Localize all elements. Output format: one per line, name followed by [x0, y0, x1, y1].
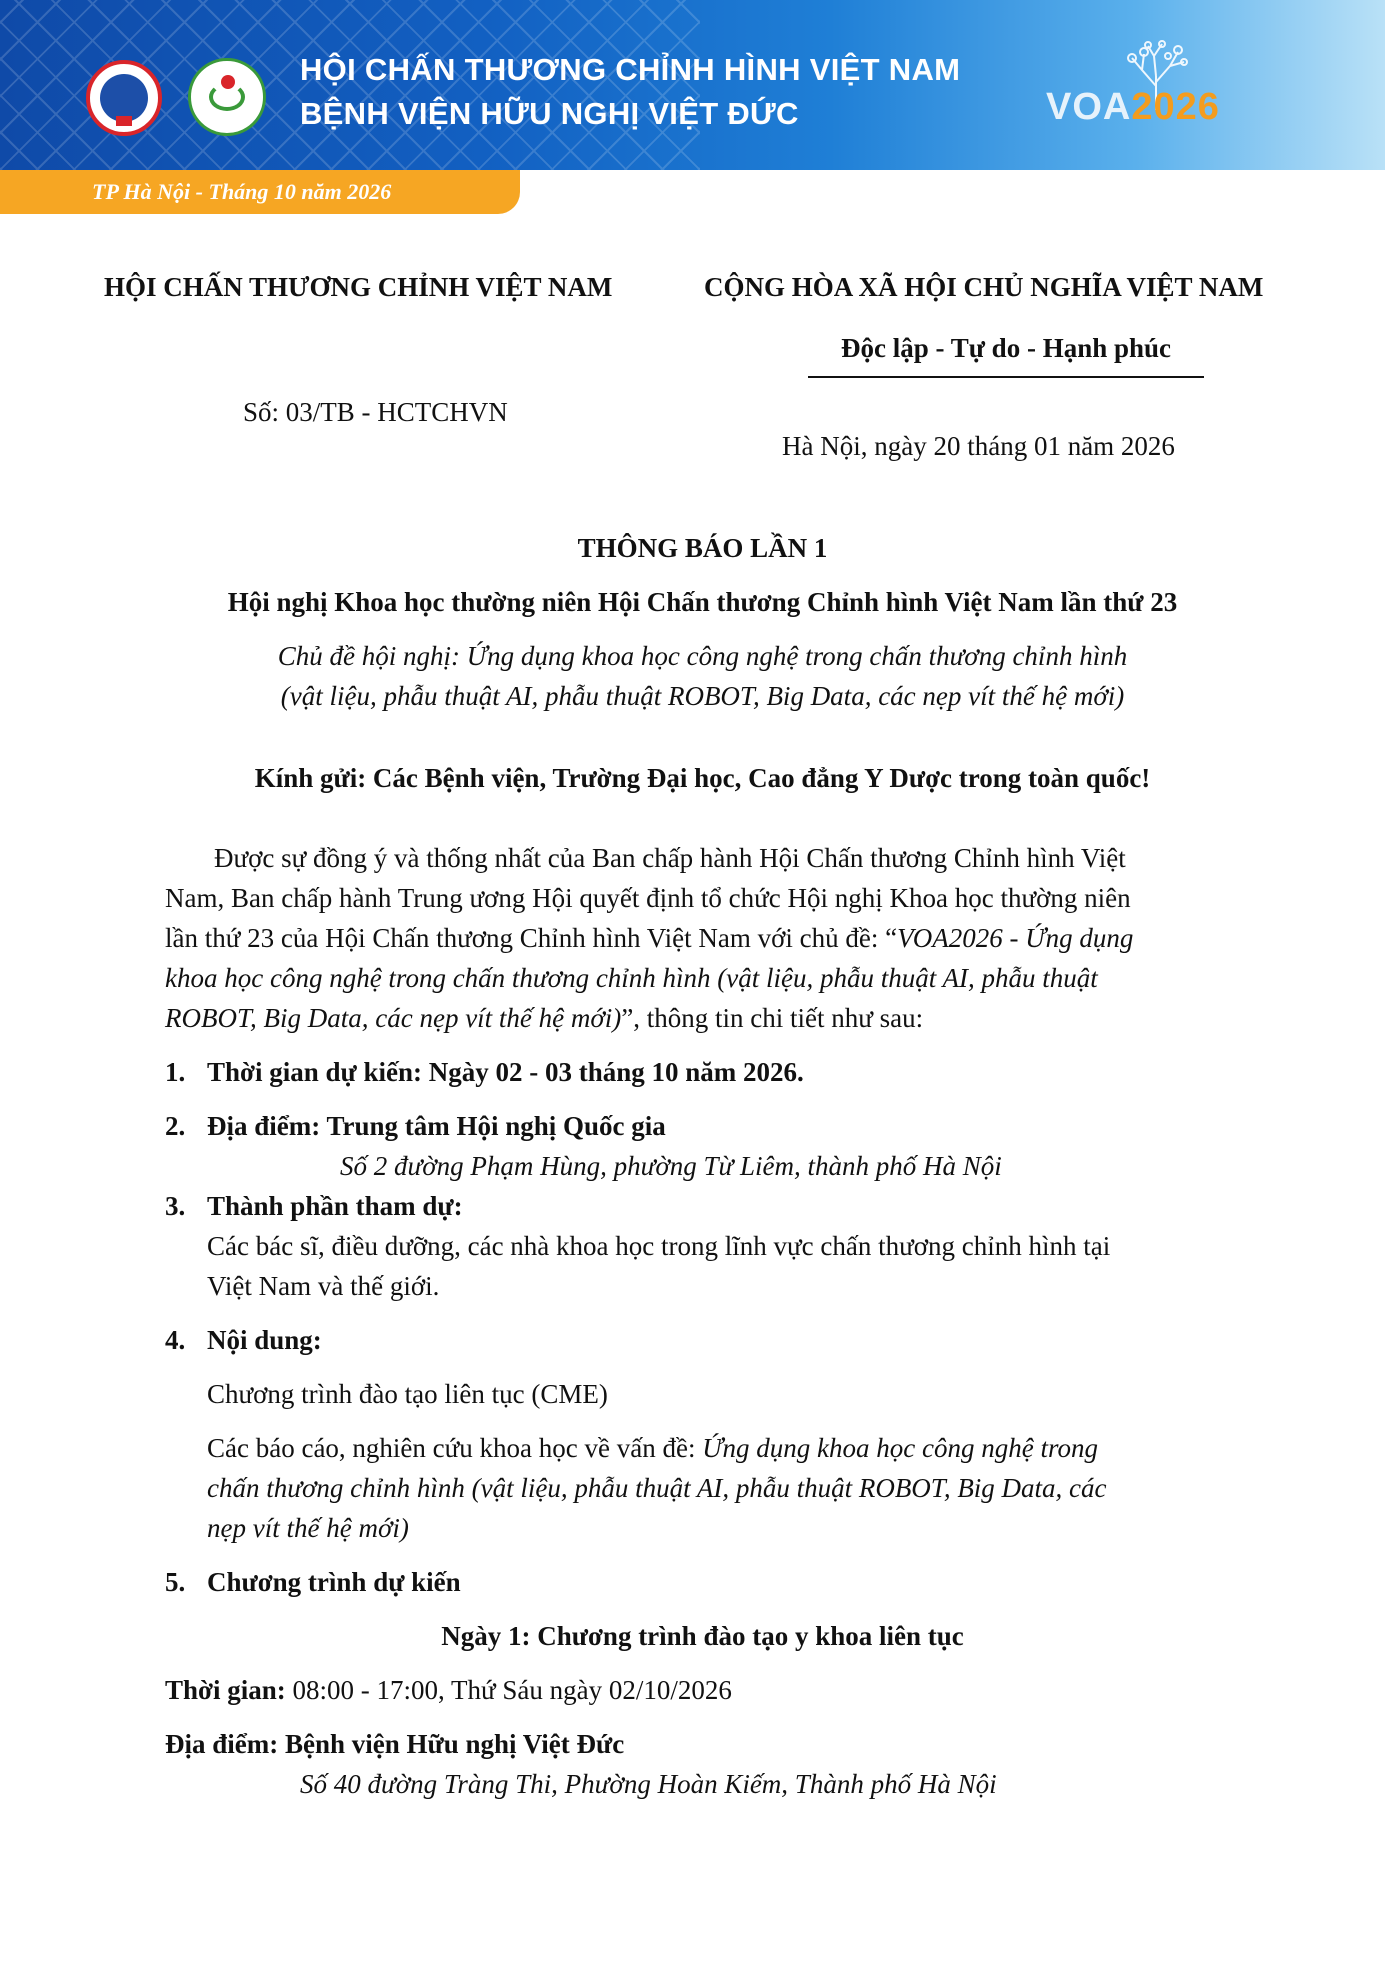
- day1-venue-value: : Bệnh viện Hữu nghị Việt Đức: [269, 1729, 625, 1759]
- theme-line-1: Chủ đề hội nghị: Ứng dụng khoa học công nghệ trong chấn thương chỉnh hình: [277, 641, 1128, 671]
- day1-venue: [165, 1728, 624, 1760]
- day1-venue-address: Số 40 đường Tràng Thi, Phường Hoàn Kiếm, Thành phố Hà Nội: [300, 1769, 997, 1799]
- hospital-logo-icon: [188, 58, 266, 136]
- day1-time-label: Thời gian:: [165, 1675, 286, 1705]
- intro-line-3-text: lần thứ 23 của Hội Chấn thương Chỉnh hình Việt Nam với chủ đề: “: [165, 923, 898, 953]
- item-2-number: 2.: [165, 1111, 186, 1141]
- banner-org-line2: BỆNH VIỆN HỮU NGHỊ VIỆT ĐỨC: [300, 96, 799, 131]
- intro-line-3-theme: VOA2026 - Ứng dụng: [897, 923, 1134, 953]
- item-2: [165, 1110, 666, 1142]
- item-1-text: Thời gian dự kiến: Ngày 02 - 03 tháng 10 năm 2026.: [207, 1057, 804, 1087]
- intro-line-5-theme: ROBOT, Big Data, các nẹp vít thế hệ mới): [165, 1003, 622, 1033]
- item-4-reports-line-1: [207, 1432, 1098, 1464]
- conference-banner: [0, 0, 1385, 170]
- day1-venue-label: Địa điểm: [165, 1729, 270, 1759]
- item-4-reports-line-2: chấn thương chỉnh hình (vật liệu, phẫu thuật AI, phẫu thuật ROBOT, Big Data, các: [207, 1473, 1107, 1503]
- item-1-number: 1.: [165, 1057, 186, 1087]
- intro-line-3: [165, 922, 1133, 954]
- association-logo-icon: [86, 60, 162, 136]
- item-4-cme: Chương trình đào tạo liên tục (CME): [207, 1379, 608, 1409]
- item-5: [165, 1566, 461, 1598]
- document-number: Số: 03/TB - HCTCHVN: [243, 397, 508, 427]
- voa-logo-text: VOA: [1046, 86, 1132, 128]
- item-2-address: Số 2 đường Phạm Hùng, phường Từ Liêm, thành phố Hà Nội: [340, 1151, 1002, 1181]
- item-5-number: 5.: [165, 1567, 186, 1597]
- banner-subtitle: TP Hà Nội - Tháng 10 năm 2026: [92, 179, 392, 204]
- intro-line-4: khoa học công nghệ trong chấn thương chỉnh hình (vật liệu, phẫu thuật AI, phẫu thuật: [165, 963, 1098, 993]
- day1-time-value: 08:00 - 17:00, Thứ Sáu ngày 02/10/2026: [285, 1675, 732, 1705]
- intro-line-1: Được sự đồng ý và thống nhất của Ban chấp hành Hội Chấn thương Chỉnh hình Việt: [214, 843, 1126, 873]
- banner-subtitle-bar: [0, 170, 520, 214]
- item-3-number: 3.: [165, 1191, 186, 1221]
- item-4-reports-line-3: nẹp vít thế hệ mới): [207, 1513, 409, 1543]
- notice-title: THÔNG BÁO LẦN 1: [577, 533, 828, 563]
- item-4-reports-text: Các báo cáo, nghiên cứu khoa học về vấn đề:: [207, 1433, 703, 1463]
- item-1: [165, 1056, 804, 1088]
- item-3: [165, 1190, 463, 1222]
- day1-time: [165, 1674, 732, 1706]
- intro-line-5-text: ”, thông tin chi tiết như sau:: [621, 1003, 924, 1033]
- day1-title: Ngày 1: Chương trình đào tạo y khoa liên tục: [441, 1621, 964, 1651]
- voa2026-logo: [1046, 86, 1220, 129]
- intro-line-2: Nam, Ban chấp hành Trung ương Hội quyết định tổ chức Hội nghị Khoa học thường niên: [165, 883, 1131, 913]
- national-motto: Độc lập - Tự do - Hạnh phúc: [840, 333, 1172, 363]
- recipient-line: Kính gửi: Các Bệnh viện, Trường Đại học, Cao đẳng Y Dược trong toàn quốc!: [254, 763, 1151, 793]
- state-title: CỘNG HÒA XÃ HỘI CHỦ NGHĨA VIỆT NAM: [704, 272, 1264, 302]
- theme-line-2: (vật liệu, phẫu thuật AI, phẫu thuật ROBOT, Big Data, các nẹp vít thế hệ mới): [280, 681, 1125, 711]
- item-5-heading: Chương trình dự kiến: [207, 1567, 461, 1597]
- issuer-org: HỘI CHẤN THƯƠNG CHỈNH VIỆT NAM: [104, 272, 613, 302]
- item-2-text: Địa điểm: Trung tâm Hội nghị Quốc gia: [207, 1111, 666, 1141]
- item-4: [165, 1324, 322, 1356]
- conference-name: Hội nghị Khoa học thường niên Hội Chấn thương Chỉnh hình Việt Nam lần thứ 23: [227, 587, 1178, 617]
- item-3-line-2: Việt Nam và thế giới.: [207, 1271, 440, 1301]
- item-3-heading: Thành phần tham dự:: [207, 1191, 463, 1221]
- place-date: Hà Nội, ngày 20 tháng 01 năm 2026: [782, 431, 1175, 461]
- item-3-line-1: Các bác sĩ, điều dưỡng, các nhà khoa học trong lĩnh vực chấn thương chỉnh hình tại: [207, 1231, 1111, 1261]
- intro-line-5: [165, 1002, 923, 1034]
- motto-underline: [808, 376, 1204, 378]
- item-4-reports-theme: Ứng dụng khoa học công nghệ trong: [702, 1433, 1099, 1463]
- item-4-heading: Nội dung:: [207, 1325, 322, 1355]
- voa-logo-year: 2026: [1131, 86, 1220, 128]
- item-4-number: 4.: [165, 1325, 186, 1355]
- banner-org-line1: HỘI CHẤN THƯƠNG CHỈNH HÌNH VIỆT NAM: [300, 52, 961, 87]
